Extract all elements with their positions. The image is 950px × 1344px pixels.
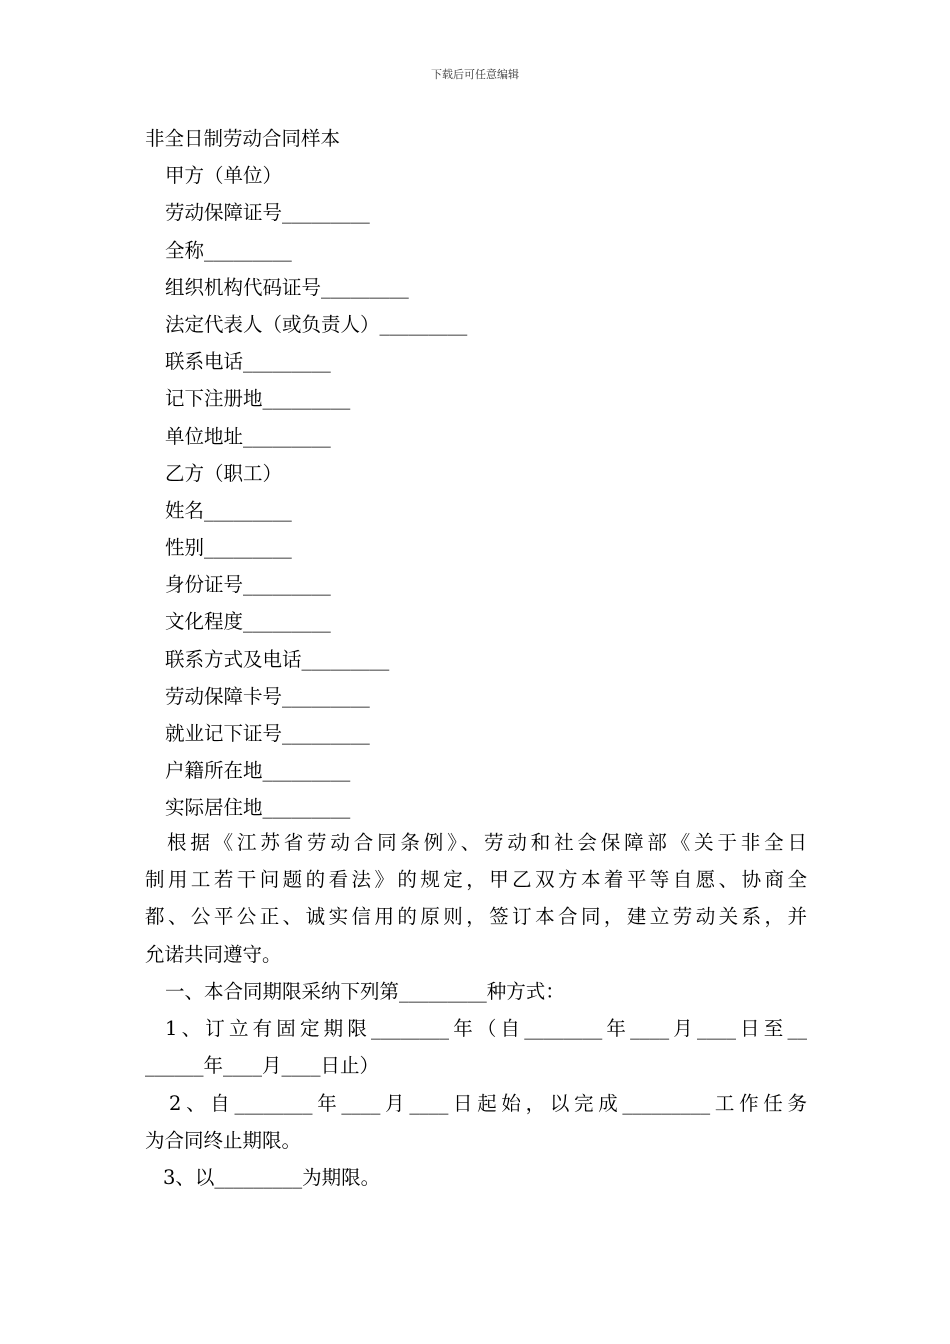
party-b-field: 劳动保障卡号_________ [165,684,370,708]
party-b-field: 姓名_________ [165,498,292,522]
party-b-field: 身份证号_________ [165,573,331,597]
document-title: 非全日制劳动合同样本 [145,127,341,150]
option-2-line: 2、自________年____月____日起始，以完成_________工作任务 [169,1091,807,1115]
preamble-line: 根据《江苏省劳动合同条例》、劳动和社会保障部《关于非全日 [167,831,807,854]
party-b-field: 户籍所在地_________ [165,759,351,783]
party-a-field: 单位地址_________ [165,424,331,448]
option-1-line: 1、订立有固定期限________年（自________年____月____日至__ [165,1017,807,1041]
page-header-note: 下载后可任意编辑 [431,68,519,81]
party-b-field: 性别_________ [165,536,292,560]
preamble-line: 都、公平公正、诚实信用的原则，签订本合同，建立劳动关系，并 [145,905,807,929]
party-b-field: 就业记下证号_________ [165,722,370,745]
party-a-field: 劳动保障证号_________ [165,201,370,225]
party-b-field: 联系方式及电话_________ [165,647,390,671]
option-1-line: ______年____月____日止） [145,1054,380,1078]
party-b-heading: 乙方（职工） [165,461,283,485]
party-a-field: 记下注册地_________ [165,387,351,411]
option-3-line: 3、以_________为期限。 [163,1166,381,1190]
party-a-heading: 甲方（单位） [165,164,283,188]
preamble-line: 制用工若干问题的看法》的规定，甲乙双方本着平等自愿、协商全 [145,868,807,892]
preamble-line: 允诺共同遵守。 [145,942,282,966]
party-b-field: 文化程度_________ [165,610,331,634]
party-a-field: 全称_________ [165,238,292,262]
party-a-field: 联系电话_________ [165,350,331,374]
party-a-field: 法定代表人（或负责人）_________ [165,312,468,336]
party-b-field: 实际居住地_________ [165,796,351,820]
party-a-field: 组织机构代码证号_________ [165,275,409,299]
option-2-line: 为合同终止期限。 [145,1128,302,1152]
clause-heading: 一、本合同期限采纳下列第_________种方式： [165,980,565,1003]
term-clause [145,973,807,1196]
preamble-paragraph [145,824,807,973]
document-body [145,120,805,827]
